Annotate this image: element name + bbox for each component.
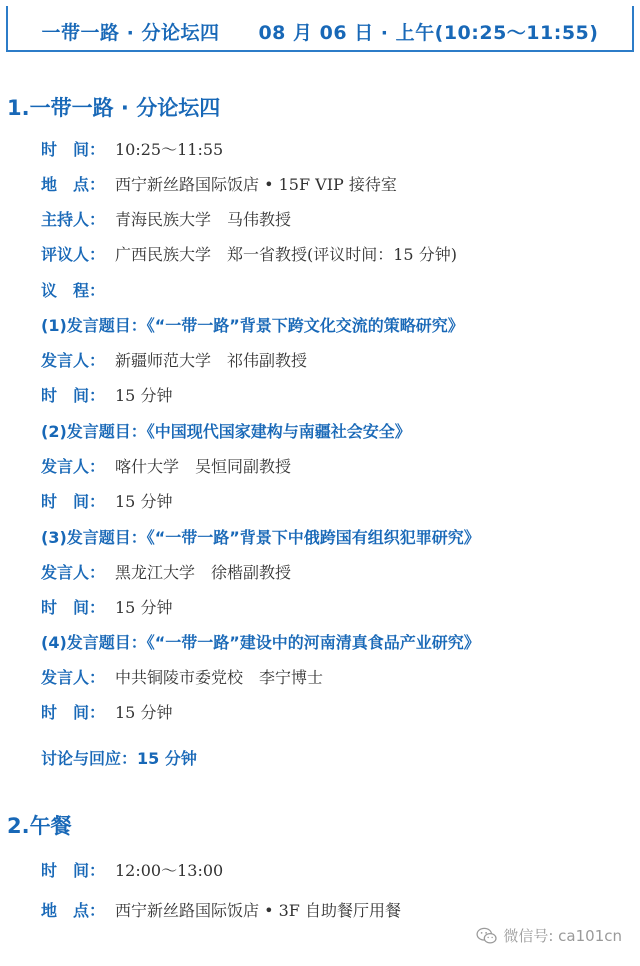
speaker-value: 新疆师范大学 祁伟副教授 — [115, 351, 308, 370]
place-label: 地 点： — [41, 175, 106, 194]
talk-time-value: 15 分钟 — [115, 598, 173, 617]
talk-time-label: 时 间： — [41, 492, 106, 511]
talk-time-label: 时 间： — [41, 386, 106, 405]
talk-time-row — [41, 598, 172, 618]
talk-topic-row — [41, 633, 480, 653]
talk-topic: 《“一带一路”建设中的河南清真食品产业研究》 — [146, 633, 480, 652]
talk-topic: 《“一带一路”背景下跨文化交流的策略研究》 — [146, 316, 464, 335]
lunch-place-value: 西宁新丝路国际饭店 • 3F 自助餐厅用餐 — [115, 901, 401, 920]
time-label: 时 间： — [41, 140, 106, 159]
wechat-watermark — [476, 925, 622, 946]
discussion-row — [41, 749, 197, 769]
time-value: 10:25～11:55 — [115, 140, 224, 159]
speaker-label: 发言人： — [41, 563, 106, 582]
discussion-text: 讨论与回应：15 分钟 — [41, 749, 197, 768]
agenda-row — [41, 281, 105, 301]
talk-topic: 《“一带一路”背景下中俄跨国有组织犯罪研究》 — [146, 528, 480, 547]
talk-time-row — [41, 386, 172, 406]
lunch-time-label: 时 间： — [41, 861, 106, 880]
talk-time-value: 15 分钟 — [115, 386, 173, 405]
talk-speaker-row — [41, 563, 291, 583]
host-label: 主持人： — [41, 210, 106, 229]
talk-time-value: 15 分钟 — [115, 703, 173, 722]
header-bar — [6, 6, 634, 52]
talk-topic-label: (2)发言题目： — [41, 422, 147, 441]
host-row — [41, 210, 291, 230]
talk-topic-row — [41, 422, 411, 442]
talk-topic-row — [41, 528, 480, 548]
talk-time-row — [41, 492, 172, 512]
talk-topic-row — [41, 316, 464, 336]
time-row — [41, 140, 223, 160]
speaker-value: 喀什大学 吴恒同副教授 — [115, 457, 292, 476]
talk-topic-label: (4)发言题目： — [41, 633, 147, 652]
talk-speaker-row — [41, 668, 323, 688]
lunch-place-label: 地 点： — [41, 901, 106, 920]
speaker-value: 中共铜陵市委党校 李宁博士 — [115, 668, 324, 687]
talk-speaker-row — [41, 457, 291, 477]
host-value: 青海民族大学 马伟教授 — [115, 210, 292, 229]
speaker-label: 发言人： — [41, 351, 106, 370]
section-title: 2.午餐 — [7, 814, 72, 838]
wechat-id-text: 微信号: ca101cn — [503, 927, 622, 945]
place-row — [41, 175, 397, 195]
agenda-label: 议 程： — [41, 281, 106, 300]
speaker-label: 发言人： — [41, 668, 106, 687]
wechat-icon — [476, 927, 498, 945]
reviewer-value: 广西民族大学 郑一省教授(评议时间：15 分钟) — [115, 245, 457, 264]
speaker-label: 发言人： — [41, 457, 106, 476]
lunch-place-row — [41, 901, 401, 921]
place-value: 西宁新丝路国际饭店 • 15F VIP 接待室 — [115, 175, 397, 194]
header-title: 一带一路 · 分论坛四 08 月 06 日 · 上午(10:25～11:55) — [41, 22, 599, 44]
talk-speaker-row — [41, 351, 307, 371]
talk-time-label: 时 间： — [41, 598, 106, 617]
reviewer-row — [41, 245, 457, 265]
lunch-time-row — [41, 861, 223, 881]
talk-time-value: 15 分钟 — [115, 492, 173, 511]
section-title: 1.一带一路 · 分论坛四 — [7, 96, 221, 120]
talk-topic-label: (3)发言题目： — [41, 528, 147, 547]
talk-time-row — [41, 703, 172, 723]
talk-time-label: 时 间： — [41, 703, 106, 722]
talk-topic: 《中国现代国家建构与南疆社会安全》 — [146, 422, 411, 441]
reviewer-label: 评议人： — [41, 245, 106, 264]
talk-topic-label: (1)发言题目： — [41, 316, 147, 335]
lunch-time-value: 12:00～13:00 — [115, 861, 224, 880]
speaker-value: 黑龙江大学 徐楷副教授 — [115, 563, 292, 582]
